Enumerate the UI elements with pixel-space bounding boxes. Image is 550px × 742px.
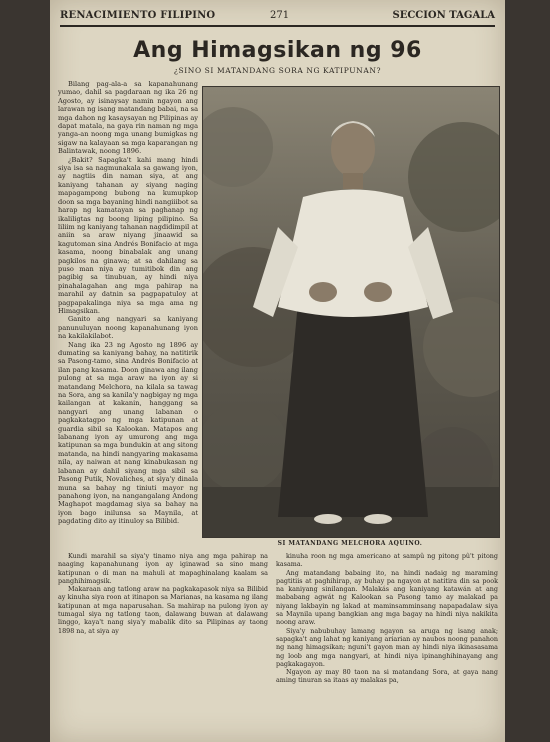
portrait-illustration: [203, 87, 499, 537]
photo-caption: SI MATANDANG MELCHORA AQUINO.: [277, 540, 423, 547]
bottom-left-column: [58, 552, 268, 635]
bottom-right-column: [276, 552, 498, 685]
paragraph: ¿Bakit? Sapagka't kahi mang hindi siya isa sa nagmunakala sa gawang iyon, ay nagtiis din naman siya, at ang kaniyang tahanan ay siyang naging mapagampong bubong na kumupkop doon sa mga bayaning hindi nangiiibot sa harap ng kamatayan sa paghanap ng ikaliligtas ng boong liping pilipino. Sa liliim ng kaniyang tahanan nagdidimpil at aniin sa araw niyang jinaawid sa kagutoman sina Andrés Bonifacio at mga kasama, noong binabalak ang unang pagkilos na ginawa; at sa dahilang sa puso man niya ay tumitibok din ang pagibig sa tinubuan, ay hindi niya pinahalagahan ang mga pahirap na marahil ay datnin sa pagpapatuloy at pagpapakalinga niya sa mga ama ng Himagsikan.: [58, 155, 198, 315]
paragraph: Ganito ang nangyari sa kaniyang panunuluyan noong kapanahunang iyon na kakilakilabot.: [58, 315, 198, 341]
paragraph: Nang ika 23 ng Agosto ng 1896 ay dumating sa kaniyang bahay, na natitirik sa Pasong-tamo, sina Andrés Bonifacio at ilan pang kasama. Doon ginawa ang ilang pulong at sa mga araw na iyon ay si matandang Melchora, na kilala sa tawag na Sora, ang sa kanila'y nagbigay ng mga kailangan at kakanin, hanggang sa nangyari ang unang labanan o pagkakatagpo ng mga katipunan at guardia sibil sa Kalookan. Matapos ang labanang iyon ay umurong ang mga katipunan sa mga bundukin at ang sitong matanda, na hindi nangyaring makasama nila, ay naiwan at nang kinabukasan ng labanan ay dahil siyang mga sibil sa Pasong Putik, Novaliches, at siya'y dinala muna sa bahay ng tiniuti mayor ng panahong iyon, na nangangalang Andong Maghapot magdamag siya sa bahay na iyon bago inilunsa sa Maynila, at pagdating dito ay itinuloy sa Bilibid.: [58, 340, 198, 526]
left-text-column: [58, 80, 198, 526]
header-rule: [60, 25, 495, 27]
paragraph: kinuha roon ng mga americano at sampû ng pitong pû't pitong kasama.: [276, 552, 498, 569]
paragraph: Ngayon ay may 80 taon na si matandang Sora, at gaya nang aming tinuran sa itaas ay malakas pa,: [276, 668, 498, 685]
paragraph: Kundi marahil sa siya'y tinamo niya ang mga pahirap na naaging kapanahunang iyon ay iginawad sa sino mang katipunan o di man na mahuli at mapaghinalang kaalam sa panghihimagsik.: [58, 552, 268, 585]
paragraph: Siya'y nabubuhay lamang ngayon sa aruga ng isang anak; sapagka't ang lahat ng kaniyang ariarian ay naubos noong panahon ng nang himagsikan; nguni't gayon man ay hindi niya ikinasasama ng loob ang mga nangyari, at hindi niya ipinanghihinayang ang pagkakagayon.: [276, 626, 498, 668]
paragraph: Bilang pag-ala-a sa kapanahunang yumao, dahil sa pagdaraan ng ika 26 ng Agosto, ay isinaysay namin ngayon ang larawan ng isang matandang babai, na sa mga dahon ng kasaysayan ng Pilipinas ay dapat matala, na gaya rin naman ng mga yanga-an noong mga unang bumigkas ng sigaw na kalayaan sa mga kaparangan ng Balintawak, noong 1896.: [58, 80, 198, 156]
paragraph: Ang matandang babaing ito, na hindi nadaig ng maraming pagtitiis at paghihirap, ay buhay pa ngayon at natitira din sa pook na kaniyang sinilangan. Malakás ang kaniyang katawán at ang mababang agwát ng Kalookan sa Pasong tamo ay malakad pa niyang lakbayin ng lakad at maminsamminsang napapadalaw siya sa Maynila upang bangkian ang mga bagay na hindi niya nakikita noong araw.: [276, 568, 498, 627]
publication-name: RENACIMIENTO FILIPINO: [60, 10, 216, 21]
page-number: 271: [270, 10, 290, 21]
newspaper-page: [50, 0, 505, 742]
section-name: SECCION TAGALA: [392, 10, 495, 21]
article-title: Ang Himagsikan ng 96: [133, 38, 422, 63]
paragraph: Makaraan ang tatlong araw na pagkakapasok niya sa Bilibid ay kinuha siya roon at itinapon sa Marianas, na kasama ng ilang katipunan at mga naparusahan. Sa mahirap na pulong iyon ay tumagal siya ng tatlong taon, dalawang buwan at dalawang linggo, kaya't nang siya'y mabalik dito sa Pilipinas ay taong 1898 na, at siya ay: [58, 585, 268, 635]
portrait-photo: [202, 86, 500, 538]
article-subtitle: ¿SINO SI MATANDANG SORA NG KATIPUNAN?: [173, 66, 382, 75]
page-header: [60, 8, 495, 24]
